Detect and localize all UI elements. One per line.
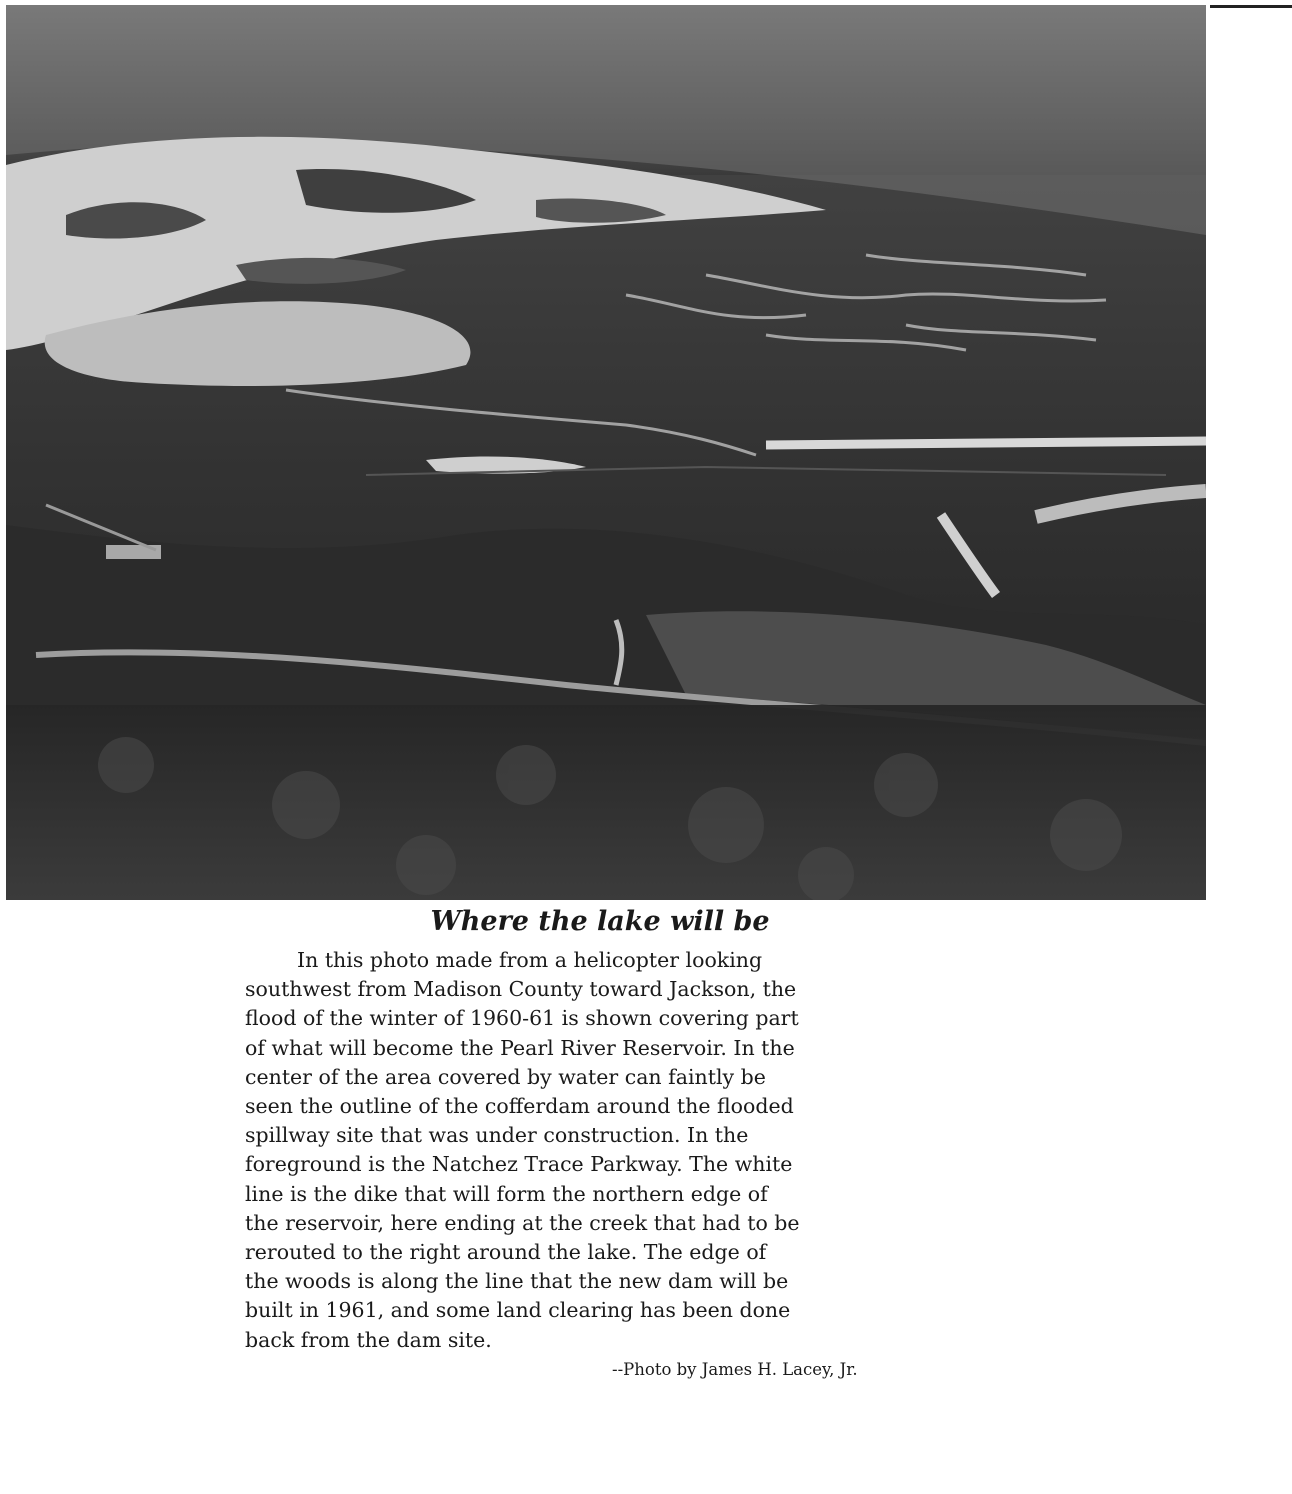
caption-line: built in 1961, and some land clearing has been done (245, 1298, 791, 1323)
caption-line: seen the outline of the cofferdam around the flooded (245, 1094, 794, 1119)
caption-line: back from the dam site. (245, 1327, 492, 1352)
caption-line: foreground is the Natchez Trace Parkway. The white (245, 1152, 793, 1177)
caption-line: center of the area covered by water can faintly be (245, 1064, 766, 1089)
caption-line: the reservoir, here ending at the creek that had to be (245, 1210, 800, 1235)
top-rule (1210, 5, 1292, 8)
photo-credit: --Photo by James H. Lacey, Jr. (612, 1360, 858, 1379)
caption-line: line is the dike that will form the northern edge of (245, 1181, 768, 1206)
caption-line: In this photo made from a helicopter looking (297, 948, 763, 972)
caption-line: rerouted to the right around the lake. The edge of (245, 1240, 767, 1265)
aerial-photo (6, 5, 1206, 900)
caption-line: flood of the winter of 1960-61 is shown covering part (245, 1006, 799, 1031)
caption-line: southwest from Madison County toward Jackson, the (245, 977, 797, 1002)
caption-line: the woods is along the line that the new dam will be (245, 1269, 789, 1294)
caption-line: of what will become the Pearl River Reservoir. In the (245, 1035, 795, 1060)
caption-title: Where the lake will be (430, 906, 770, 937)
caption-body (245, 946, 935, 1355)
caption-line: spillway site that was under construction. In the (245, 1123, 749, 1148)
